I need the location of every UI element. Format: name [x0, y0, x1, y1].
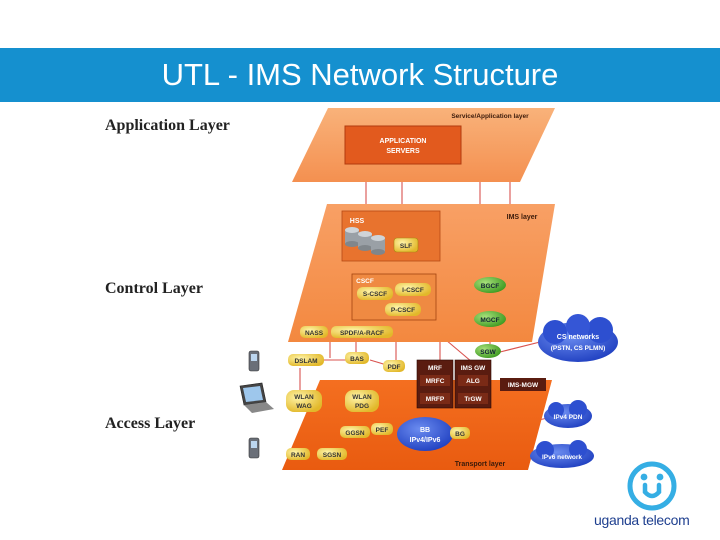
alg-label: ALG	[466, 378, 480, 385]
trgw-label: TrGW	[464, 396, 482, 403]
mrfp-label: MRFP	[425, 396, 445, 403]
cs-networks-label-2: (PSTN, CS PLMN)	[550, 345, 606, 352]
wlan-wag-label-2: WAG	[296, 403, 312, 410]
bas-label: BAS	[350, 356, 364, 363]
cs-networks-label-1: CS networks	[556, 334, 600, 341]
mrf-label: MRF	[427, 365, 443, 372]
sgw-label: SGW	[480, 349, 496, 356]
ggsn-label: GGSN	[345, 430, 365, 437]
mobile-phone-icon	[249, 438, 259, 458]
ipv6-network-label: IPv6 network	[541, 454, 583, 461]
p-cscf-label: P-CSCF	[390, 307, 416, 314]
bb-cloud	[397, 417, 453, 451]
control-layer-label: Control Layer	[105, 280, 203, 297]
application-servers-label-2: SERVERS	[386, 148, 420, 155]
mobile-phone-icon	[249, 351, 259, 371]
brand-name: uganda telecom	[594, 512, 690, 528]
nass-label: NASS	[304, 330, 324, 337]
wlan-pdg-label-1: WLAN	[352, 394, 372, 401]
dslam-label: DSLAM	[294, 358, 318, 365]
bb-label-1: BB	[419, 427, 431, 434]
slf-label: SLF	[399, 243, 413, 250]
transport-layer-title: Transport layer	[454, 461, 506, 468]
application-layer-label: Application Layer	[105, 117, 230, 134]
bb-label-2: IPv4/IPv6	[409, 437, 441, 444]
pdf-label: PDF	[387, 364, 401, 371]
ipv4-pdn-label: IPv4 PDN	[553, 414, 583, 421]
wlan-pdg-label-2: PDG	[354, 403, 370, 410]
laptop-icon	[240, 383, 274, 413]
pef-label: PEF	[375, 427, 389, 434]
i-cscf-label: I-CSCF	[402, 287, 424, 294]
bg-label: BG	[455, 431, 465, 438]
ims-mgw-label: IMS-MGW	[507, 382, 539, 389]
sgsn-label: SGSN	[322, 452, 342, 459]
spdf-label: SPDF/A-RACF	[339, 330, 385, 337]
application-servers-label-1: APPLICATION	[379, 138, 427, 145]
wlan-wag-label-1: WLAN	[294, 394, 314, 401]
bgcf-label: BGCF	[480, 283, 500, 290]
application-servers-box	[345, 126, 461, 164]
service-layer-title: Service/Application layer	[451, 113, 529, 120]
hss-label: HSS	[349, 218, 365, 225]
mrfc-label: MRFC	[425, 378, 445, 385]
cscf-label: CSCF	[356, 278, 374, 285]
ims-layer-title: IMS layer	[506, 214, 538, 221]
mgcf-label: MGCF	[480, 317, 500, 324]
ran-label: RAN	[290, 452, 306, 459]
slide-title: UTL - IMS Network Structure	[161, 57, 559, 92]
access-layer-label: Access Layer	[105, 415, 196, 432]
s-cscf-label: S-CSCF	[362, 291, 388, 298]
ims-gw-label: IMS GW	[460, 365, 486, 372]
